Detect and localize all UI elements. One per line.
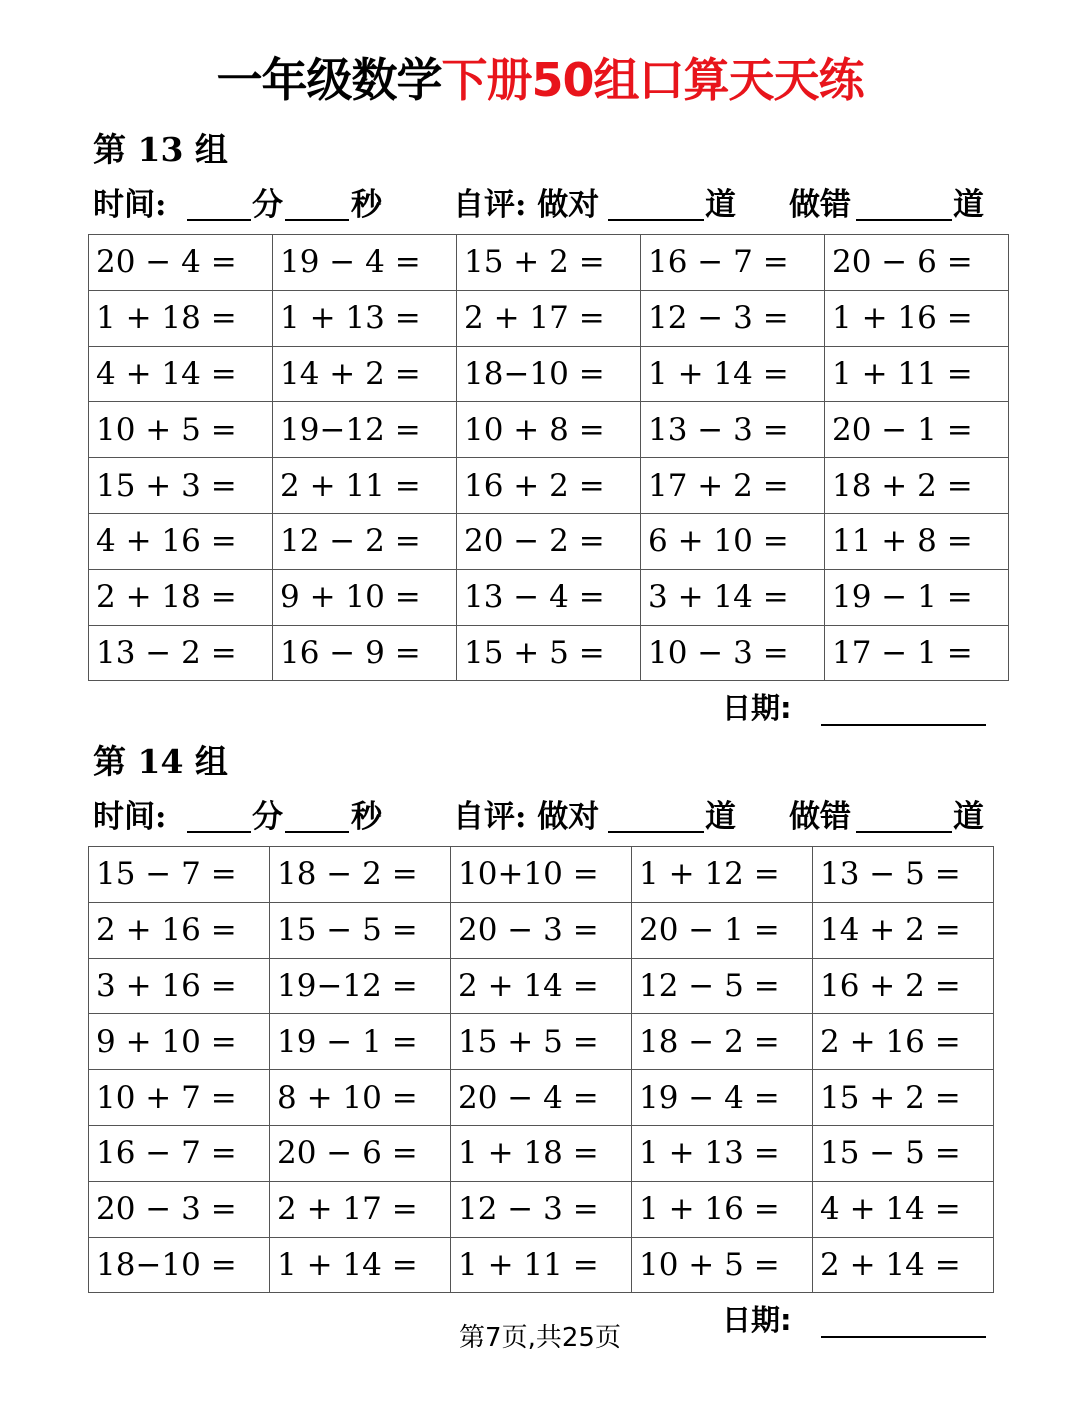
table-row xyxy=(89,1125,994,1181)
problem-cell[interactable]: 1 + 18 = xyxy=(451,1125,632,1181)
correct-unit-label: 道 xyxy=(705,187,736,223)
problem-cell[interactable]: 16 − 9 = xyxy=(273,625,457,681)
problem-cell[interactable]: 3 + 14 = xyxy=(641,569,825,625)
time-label: 时间: xyxy=(93,799,167,835)
problem-cell[interactable]: 19 − 4 = xyxy=(273,235,457,291)
problem-cell[interactable]: 1 + 11 = xyxy=(451,1237,632,1293)
table-row xyxy=(89,458,1009,514)
problem-cell[interactable]: 10+10 = xyxy=(451,847,632,903)
problem-cell[interactable]: 12 − 5 = xyxy=(632,958,813,1014)
seconds-label: 秒 xyxy=(351,799,382,835)
table-row xyxy=(89,958,994,1014)
wrong-count-blank[interactable] xyxy=(856,831,952,833)
group-13-heading: 第 13 组 xyxy=(93,130,228,169)
problem-cell[interactable]: 18−10 = xyxy=(457,346,641,402)
problem-cell[interactable]: 9 + 10 = xyxy=(273,569,457,625)
table-row xyxy=(89,235,1009,291)
problem-cell[interactable]: 20 − 3 = xyxy=(451,902,632,958)
problem-cell[interactable]: 2 + 14 = xyxy=(451,958,632,1014)
problem-cell[interactable]: 20 − 1 = xyxy=(632,902,813,958)
correct-unit-label: 道 xyxy=(705,799,736,835)
problem-cell[interactable]: 2 + 14 = xyxy=(813,1237,994,1293)
problem-cell[interactable]: 10 − 3 = xyxy=(641,625,825,681)
wrong-label: 做错 xyxy=(789,799,851,835)
problem-cell[interactable]: 1 + 14 = xyxy=(270,1237,451,1293)
seconds-blank[interactable] xyxy=(285,219,349,221)
table-row xyxy=(89,569,1009,625)
seconds-label: 秒 xyxy=(351,187,382,223)
problem-cell[interactable]: 10 + 7 = xyxy=(89,1070,270,1126)
problem-cell[interactable]: 19 − 1 = xyxy=(270,1014,451,1070)
problem-cell[interactable]: 1 + 12 = xyxy=(632,847,813,903)
group-13-problem-table xyxy=(88,234,1009,681)
problem-cell[interactable]: 15 − 5 = xyxy=(270,902,451,958)
problem-cell[interactable]: 20 − 1 = xyxy=(825,402,1009,458)
problem-cell[interactable]: 12 − 3 = xyxy=(641,290,825,346)
problem-cell[interactable]: 16 + 2 = xyxy=(813,958,994,1014)
problem-cell[interactable]: 18 − 2 = xyxy=(632,1014,813,1070)
table-row xyxy=(89,847,994,903)
group-13-date-row xyxy=(722,688,992,728)
problem-cell[interactable]: 20 − 2 = xyxy=(457,513,641,569)
minutes-label: 分 xyxy=(252,187,283,223)
problem-cell[interactable]: 11 + 8 = xyxy=(825,513,1009,569)
problem-cell[interactable]: 10 + 5 = xyxy=(632,1237,813,1293)
problem-cell[interactable]: 15 + 5 = xyxy=(451,1014,632,1070)
problem-cell[interactable]: 13 − 2 = xyxy=(89,625,273,681)
table-row xyxy=(89,1237,994,1293)
problem-cell[interactable]: 9 + 10 = xyxy=(89,1014,270,1070)
table-row xyxy=(89,402,1009,458)
problem-cell[interactable]: 12 − 3 = xyxy=(451,1181,632,1237)
problem-cell[interactable]: 2 + 17 = xyxy=(457,290,641,346)
problem-cell[interactable]: 13 − 3 = xyxy=(641,402,825,458)
problem-cell[interactable]: 10 + 5 = xyxy=(89,402,273,458)
page-title xyxy=(0,52,1080,108)
self-eval-label: 自评: 做对 xyxy=(453,799,600,835)
group-14-problem-table xyxy=(88,846,994,1293)
table-row xyxy=(89,346,1009,402)
table-row xyxy=(89,902,994,958)
problem-cell[interactable]: 13 − 5 = xyxy=(813,847,994,903)
problem-cell[interactable]: 1 + 18 = xyxy=(89,290,273,346)
date-label: 日期: xyxy=(722,691,792,725)
problem-cell[interactable]: 18 + 2 = xyxy=(825,458,1009,514)
problem-cell[interactable]: 19−12 = xyxy=(273,402,457,458)
title-part-red: 下册50组口算天天练 xyxy=(441,53,864,107)
group-13-info-row xyxy=(93,185,993,225)
problem-cell[interactable]: 20 − 6 = xyxy=(825,235,1009,291)
problem-cell[interactable]: 18 − 2 = xyxy=(270,847,451,903)
problem-cell[interactable]: 3 + 16 = xyxy=(89,958,270,1014)
problem-cell[interactable]: 1 + 16 = xyxy=(825,290,1009,346)
problem-cell[interactable]: 20 − 6 = xyxy=(270,1125,451,1181)
table-row xyxy=(89,1014,994,1070)
problem-cell[interactable]: 15 + 2 = xyxy=(813,1070,994,1126)
correct-count-blank[interactable] xyxy=(608,219,704,221)
problem-cell[interactable]: 15 + 2 = xyxy=(457,235,641,291)
problem-cell[interactable]: 1 + 14 = xyxy=(641,346,825,402)
problem-cell[interactable]: 4 + 14 = xyxy=(89,346,273,402)
wrong-unit-label: 道 xyxy=(953,187,984,223)
seconds-blank[interactable] xyxy=(285,831,349,833)
problem-cell[interactable]: 18−10 = xyxy=(89,1237,270,1293)
problem-cell[interactable]: 20 − 3 = xyxy=(89,1181,270,1237)
problem-cell[interactable]: 19 − 1 = xyxy=(825,569,1009,625)
problem-cell[interactable]: 19 − 4 = xyxy=(632,1070,813,1126)
problem-cell[interactable]: 17 − 1 = xyxy=(825,625,1009,681)
problem-cell[interactable]: 15 − 7 = xyxy=(89,847,270,903)
wrong-label: 做错 xyxy=(789,187,851,223)
problem-cell[interactable]: 2 + 17 = xyxy=(270,1181,451,1237)
problem-cell[interactable]: 17 + 2 = xyxy=(641,458,825,514)
table-row xyxy=(89,290,1009,346)
minutes-label: 分 xyxy=(252,799,283,835)
problem-cell[interactable]: 20 − 4 = xyxy=(451,1070,632,1126)
table-row xyxy=(89,1070,994,1126)
table-row xyxy=(89,513,1009,569)
wrong-count-blank[interactable] xyxy=(856,219,952,221)
problem-cell[interactable]: 1 + 13 = xyxy=(273,290,457,346)
problem-cell[interactable]: 2 + 18 = xyxy=(89,569,273,625)
problem-cell[interactable]: 2 + 11 = xyxy=(273,458,457,514)
problem-cell[interactable]: 15 + 5 = xyxy=(457,625,641,681)
problem-cell[interactable]: 2 + 16 = xyxy=(813,1014,994,1070)
problem-cell[interactable]: 10 + 8 = xyxy=(457,402,641,458)
problem-cell[interactable]: 15 + 3 = xyxy=(89,458,273,514)
problem-cell[interactable]: 1 + 16 = xyxy=(632,1181,813,1237)
problem-cell[interactable]: 19−12 = xyxy=(270,958,451,1014)
table-row xyxy=(89,1181,994,1237)
group-14-heading: 第 14 组 xyxy=(93,742,228,781)
date-blank[interactable] xyxy=(821,724,986,726)
group-14-info-row xyxy=(93,797,993,837)
problem-cell[interactable]: 8 + 10 = xyxy=(270,1070,451,1126)
problem-cell[interactable]: 20 − 4 = xyxy=(89,235,273,291)
problem-cell[interactable]: 14 + 2 = xyxy=(813,902,994,958)
table-row xyxy=(89,625,1009,681)
minutes-blank[interactable] xyxy=(187,219,251,221)
problem-cell[interactable]: 13 − 4 = xyxy=(457,569,641,625)
problem-cell[interactable]: 16 − 7 = xyxy=(89,1125,270,1181)
correct-count-blank[interactable] xyxy=(608,831,704,833)
time-label: 时间: xyxy=(93,187,167,223)
page-footer: 第7页,共25页 xyxy=(459,1323,621,1353)
problem-cell[interactable]: 16 − 7 = xyxy=(641,235,825,291)
problem-cell[interactable]: 16 + 2 = xyxy=(457,458,641,514)
problem-cell[interactable]: 4 + 14 = xyxy=(813,1181,994,1237)
minutes-blank[interactable] xyxy=(187,831,251,833)
date-label: 日期: xyxy=(722,1303,792,1337)
problem-cell[interactable]: 4 + 16 = xyxy=(89,513,273,569)
problem-cell[interactable]: 2 + 16 = xyxy=(89,902,270,958)
problem-cell[interactable]: 12 − 2 = xyxy=(273,513,457,569)
wrong-unit-label: 道 xyxy=(953,799,984,835)
problem-cell[interactable]: 1 + 13 = xyxy=(632,1125,813,1181)
title-part-black: 一年级数学 xyxy=(216,53,442,107)
self-eval-label: 自评: 做对 xyxy=(453,187,600,223)
problem-cell[interactable]: 6 + 10 = xyxy=(641,513,825,569)
problem-cell[interactable]: 14 + 2 = xyxy=(273,346,457,402)
problem-cell[interactable]: 1 + 11 = xyxy=(825,346,1009,402)
problem-cell[interactable]: 15 − 5 = xyxy=(813,1125,994,1181)
